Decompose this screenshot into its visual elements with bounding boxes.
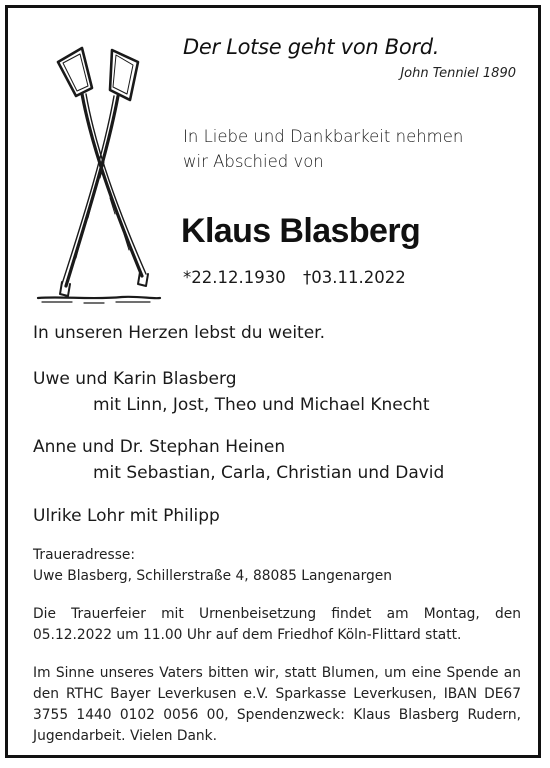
funeral-address [33, 545, 521, 587]
intro-line-2: wir Abschied von [183, 152, 324, 171]
ceremony-info: Die Trauerfeier mit Urnenbeisetzung findet am Montag, den 05.12.2022 um 11.00 Uhr auf dem Friedhof Köln-Flittard statt. [33, 606, 521, 643]
motto: In unseren Herzen lebst du weiter. [33, 323, 326, 343]
death-date: †03.11.2022 [302, 268, 406, 287]
obituary-card [5, 5, 541, 758]
intro-line-1: In Liebe und Dankbarkeit nehmen [183, 127, 464, 146]
mourner-group-1 [33, 366, 430, 418]
address-label: Traueradresse: [33, 547, 136, 563]
crossed-oars-icon [32, 38, 164, 308]
quote-author: John Tenniel 1890 [400, 66, 516, 81]
mourner-primary: Anne und Dr. Stephan Heinen [33, 437, 286, 457]
mourner-group-3 [33, 503, 220, 529]
mourner-secondary: mit Linn, Jost, Theo und Michael Knecht [93, 395, 430, 415]
donation-info: Im Sinne unseres Vaters bitten wir, statt Blumen, um eine Spende an den RTHC Bayer Leverkusen e.V. Sparkasse Leverkusen, IBAN DE67 3755 1440 0102 0056 00, Spendenzweck: Klaus Blasberg Rudern, Jugendarbeit. Vielen Dank. [33, 665, 521, 744]
mourner-primary: Ulrike Lohr mit Philipp [33, 506, 220, 526]
address-value: Uwe Blasberg, Schillerstraße 4, 88085 Langenargen [33, 568, 393, 584]
birth-date: *22.12.1930 [183, 268, 286, 287]
deceased-name: Klaus Blasberg [181, 212, 421, 250]
intro-text [183, 124, 463, 174]
mourner-primary: Uwe und Karin Blasberg [33, 369, 237, 389]
mourner-group-2 [33, 434, 444, 486]
quote-text: Der Lotse geht von Bord. [183, 35, 440, 59]
mourner-secondary: mit Sebastian, Carla, Christian und David [93, 463, 445, 483]
life-dates [183, 268, 418, 287]
